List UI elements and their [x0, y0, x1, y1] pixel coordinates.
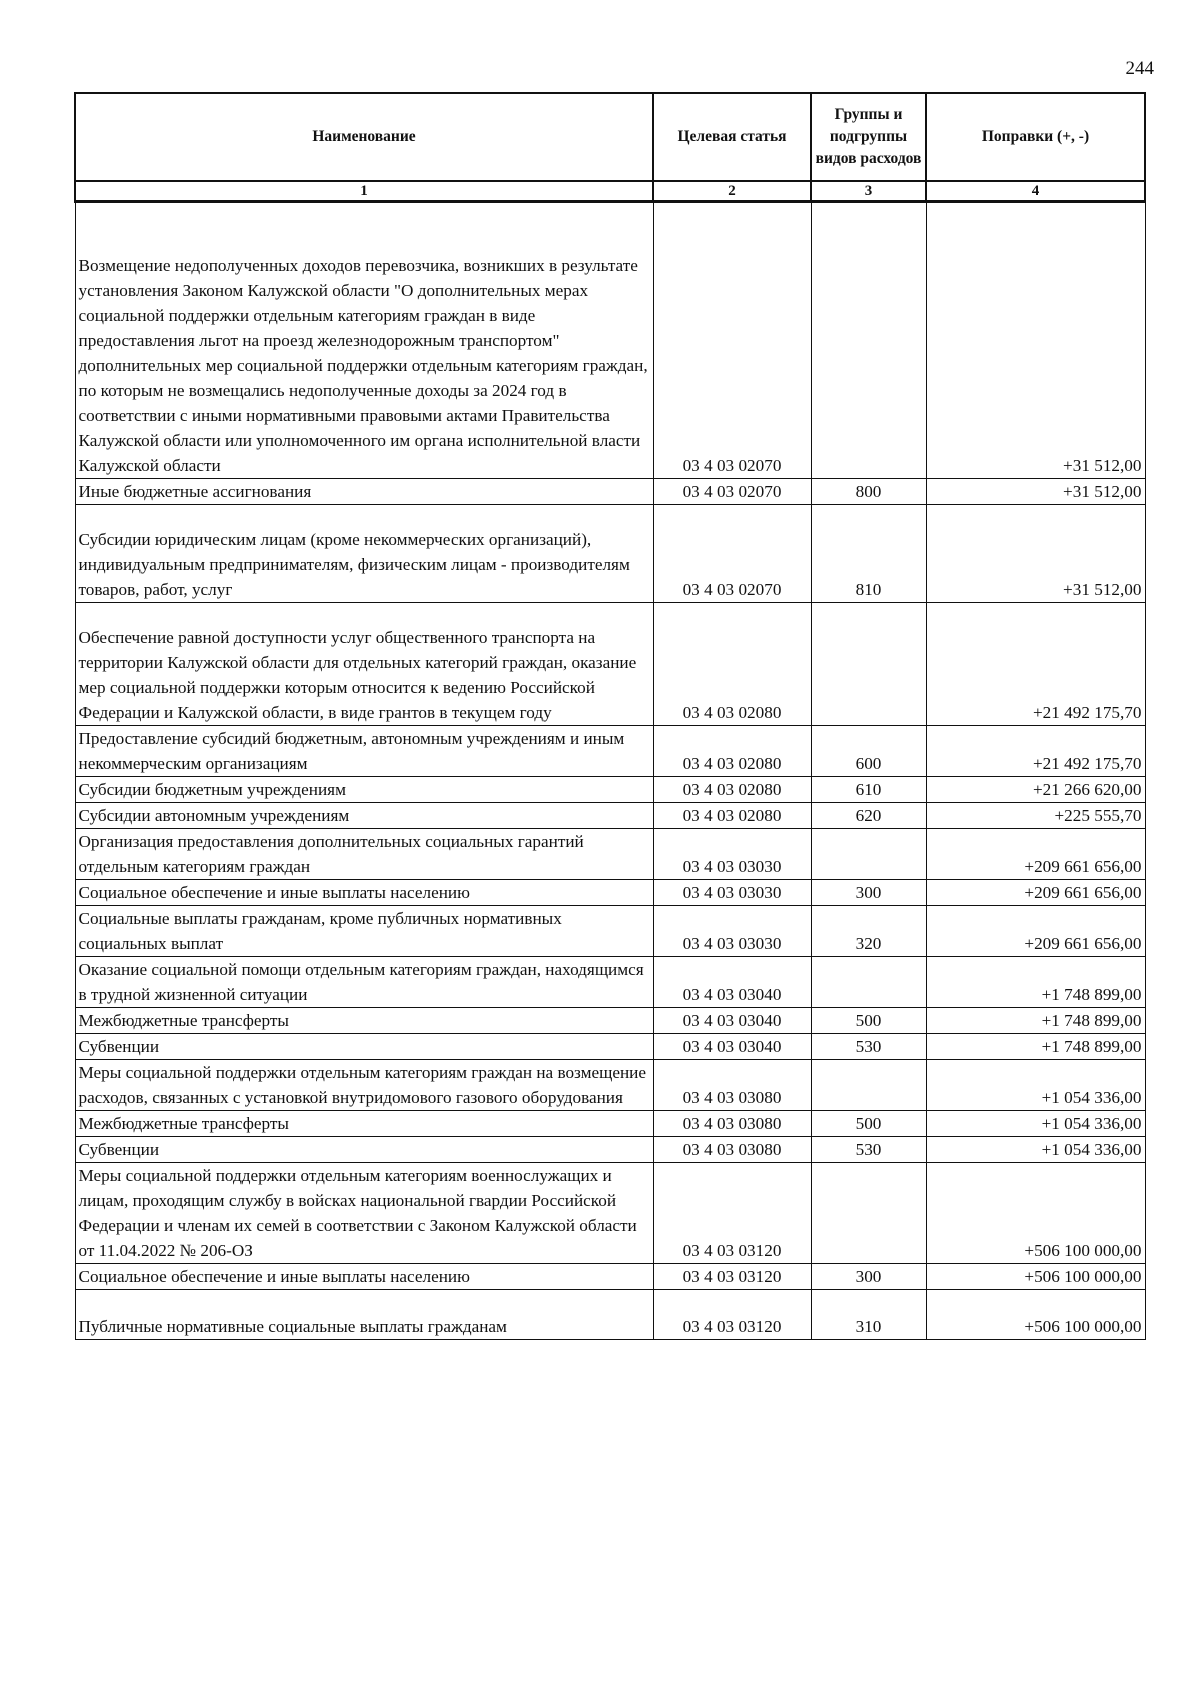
- row-amount: +1 748 899,00: [926, 957, 1145, 1008]
- row-amount: +506 100 000,00: [926, 1264, 1145, 1290]
- row-group: 310: [811, 1290, 926, 1340]
- row-amount: +1 748 899,00: [926, 1034, 1145, 1060]
- row-target-code: 03 4 03 03120: [653, 1163, 811, 1264]
- row-name: Обеспечение равной доступности услуг общественного транспорта на территории Калужской области для отдельных категорий граждан, оказание мер социальной поддержки которым относится к ведению Российской Федерации и Калужской области, в виде грантов в текущем году: [75, 603, 653, 726]
- row-amount: +1 054 336,00: [926, 1111, 1145, 1137]
- row-amount: +209 661 656,00: [926, 829, 1145, 880]
- row-target-code: 03 4 03 02080: [653, 603, 811, 726]
- row-name: Межбюджетные трансферты: [75, 1008, 653, 1034]
- page-number: 244: [1125, 58, 1154, 79]
- row-name: Социальные выплаты гражданам, кроме публичных нормативных социальных выплат: [75, 906, 653, 957]
- table-row: [75, 1034, 1145, 1060]
- row-group: [811, 829, 926, 880]
- row-target-code: 03 4 03 03030: [653, 906, 811, 957]
- table-row: [75, 1060, 1145, 1111]
- row-group: 300: [811, 1264, 926, 1290]
- table-row: [75, 1264, 1145, 1290]
- row-amount: +209 661 656,00: [926, 906, 1145, 957]
- table-row: [75, 505, 1145, 603]
- row-target-code: 03 4 03 03040: [653, 1034, 811, 1060]
- row-target-code: 03 4 03 02070: [653, 479, 811, 505]
- row-name: Меры социальной поддержки отдельным категориям военнослужащих и лицам, проходящим службу в войсках национальной гвардии Российской Федерации и членам их семей в соответствии с Законом Калужской области от 11.04.2022 № 206-ОЗ: [75, 1163, 653, 1264]
- table-body: [75, 202, 1145, 1340]
- header-num-2: 2: [653, 181, 811, 202]
- row-group: 610: [811, 777, 926, 803]
- row-target-code: 03 4 03 03030: [653, 829, 811, 880]
- table-row: [75, 479, 1145, 505]
- header-expense-groups: Группы и подгруппы видов расходов: [811, 93, 926, 181]
- row-amount: +31 512,00: [926, 505, 1145, 603]
- row-target-code: 03 4 03 03040: [653, 957, 811, 1008]
- row-name: Субвенции: [75, 1034, 653, 1060]
- row-amount: +21 492 175,70: [926, 603, 1145, 726]
- table-row: [75, 803, 1145, 829]
- row-group: [811, 957, 926, 1008]
- row-group: 500: [811, 1111, 926, 1137]
- budget-amendments-table: [74, 92, 1146, 1340]
- row-target-code: 03 4 03 02080: [653, 777, 811, 803]
- row-name: Субсидии автономным учреждениям: [75, 803, 653, 829]
- row-name: Иные бюджетные ассигнования: [75, 479, 653, 505]
- row-name: Социальное обеспечение и иные выплаты населению: [75, 1264, 653, 1290]
- table-row: [75, 957, 1145, 1008]
- row-amount: +209 661 656,00: [926, 880, 1145, 906]
- table-row: [75, 1111, 1145, 1137]
- row-name: Организация предоставления дополнительных социальных гарантий отдельным категориям граждан: [75, 829, 653, 880]
- table-row: [75, 603, 1145, 726]
- row-group: [811, 603, 926, 726]
- row-group: [811, 1163, 926, 1264]
- row-target-code: 03 4 03 03040: [653, 1008, 811, 1034]
- table-row: [75, 1008, 1145, 1034]
- row-group: 530: [811, 1034, 926, 1060]
- row-name: Оказание социальной помощи отдельным категориям граждан, находящимся в трудной жизненной ситуации: [75, 957, 653, 1008]
- table-row: [75, 1290, 1145, 1340]
- row-amount: +21 266 620,00: [926, 777, 1145, 803]
- row-group: 530: [811, 1137, 926, 1163]
- row-name: Предоставление субсидий бюджетным, автономным учреждениям и иным некоммерческим организациям: [75, 726, 653, 777]
- row-group: 620: [811, 803, 926, 829]
- row-group: 500: [811, 1008, 926, 1034]
- row-amount: +1 748 899,00: [926, 1008, 1145, 1034]
- row-amount: +1 054 336,00: [926, 1060, 1145, 1111]
- row-group: 600: [811, 726, 926, 777]
- header-name: Наименование: [75, 93, 653, 181]
- row-amount: +31 512,00: [926, 479, 1145, 505]
- table-row: [75, 726, 1145, 777]
- row-name: Возмещение недополученных доходов перевозчика, возникших в результате установления Законом Калужской области "О дополнительных мерах социальной поддержки отдельным категориям граждан в виде предоставления льгот на проезд железнодорожным транспортом" дополнительных мер социальной поддержки отдельным категориям граждан, по которым не возмещались недополученные доходы за 2024 год в соответствии с иными нормативными правовыми актами Правительства Калужской области или уполномоченного им органа исполнительной власти Калужской области: [75, 202, 653, 479]
- row-name: Публичные нормативные социальные выплаты гражданам: [75, 1290, 653, 1340]
- header-amendments: Поправки (+, -): [926, 93, 1145, 181]
- row-amount: +506 100 000,00: [926, 1163, 1145, 1264]
- table-row: [75, 1163, 1145, 1264]
- row-amount: +225 555,70: [926, 803, 1145, 829]
- row-group: 800: [811, 479, 926, 505]
- table-row: [75, 829, 1145, 880]
- row-target-code: 03 4 03 02080: [653, 803, 811, 829]
- row-amount: +31 512,00: [926, 202, 1145, 479]
- row-name: Субвенции: [75, 1137, 653, 1163]
- table-row: [75, 202, 1145, 479]
- table-row: [75, 1137, 1145, 1163]
- row-target-code: 03 4 03 02080: [653, 726, 811, 777]
- row-target-code: 03 4 03 02070: [653, 202, 811, 479]
- header-num-3: 3: [811, 181, 926, 202]
- row-name: Субсидии бюджетным учреждениям: [75, 777, 653, 803]
- row-group: 300: [811, 880, 926, 906]
- row-amount: +506 100 000,00: [926, 1290, 1145, 1340]
- table-row: [75, 880, 1145, 906]
- row-target-code: 03 4 03 03120: [653, 1264, 811, 1290]
- row-name: Субсидии юридическим лицам (кроме некоммерческих организаций), индивидуальным предпринимателям, физическим лицам - производителям товаров, работ, услуг: [75, 505, 653, 603]
- table-row: [75, 906, 1145, 957]
- header-num-4: 4: [926, 181, 1145, 202]
- row-target-code: 03 4 03 03080: [653, 1111, 811, 1137]
- header-num-1: 1: [75, 181, 653, 202]
- header-target-item: Целевая статья: [653, 93, 811, 181]
- row-name: Социальное обеспечение и иные выплаты населению: [75, 880, 653, 906]
- table-header: [75, 93, 1145, 202]
- row-target-code: 03 4 03 03120: [653, 1290, 811, 1340]
- row-group: [811, 202, 926, 479]
- row-amount: +21 492 175,70: [926, 726, 1145, 777]
- row-target-code: 03 4 03 03080: [653, 1060, 811, 1111]
- row-target-code: 03 4 03 03030: [653, 880, 811, 906]
- row-amount: +1 054 336,00: [926, 1137, 1145, 1163]
- table-row: [75, 777, 1145, 803]
- row-target-code: 03 4 03 03080: [653, 1137, 811, 1163]
- row-target-code: 03 4 03 02070: [653, 505, 811, 603]
- row-group: [811, 1060, 926, 1111]
- row-group: 810: [811, 505, 926, 603]
- row-name: Меры социальной поддержки отдельным категориям граждан на возмещение расходов, связанных с установкой внутридомового газового оборудования: [75, 1060, 653, 1111]
- row-name: Межбюджетные трансферты: [75, 1111, 653, 1137]
- row-group: 320: [811, 906, 926, 957]
